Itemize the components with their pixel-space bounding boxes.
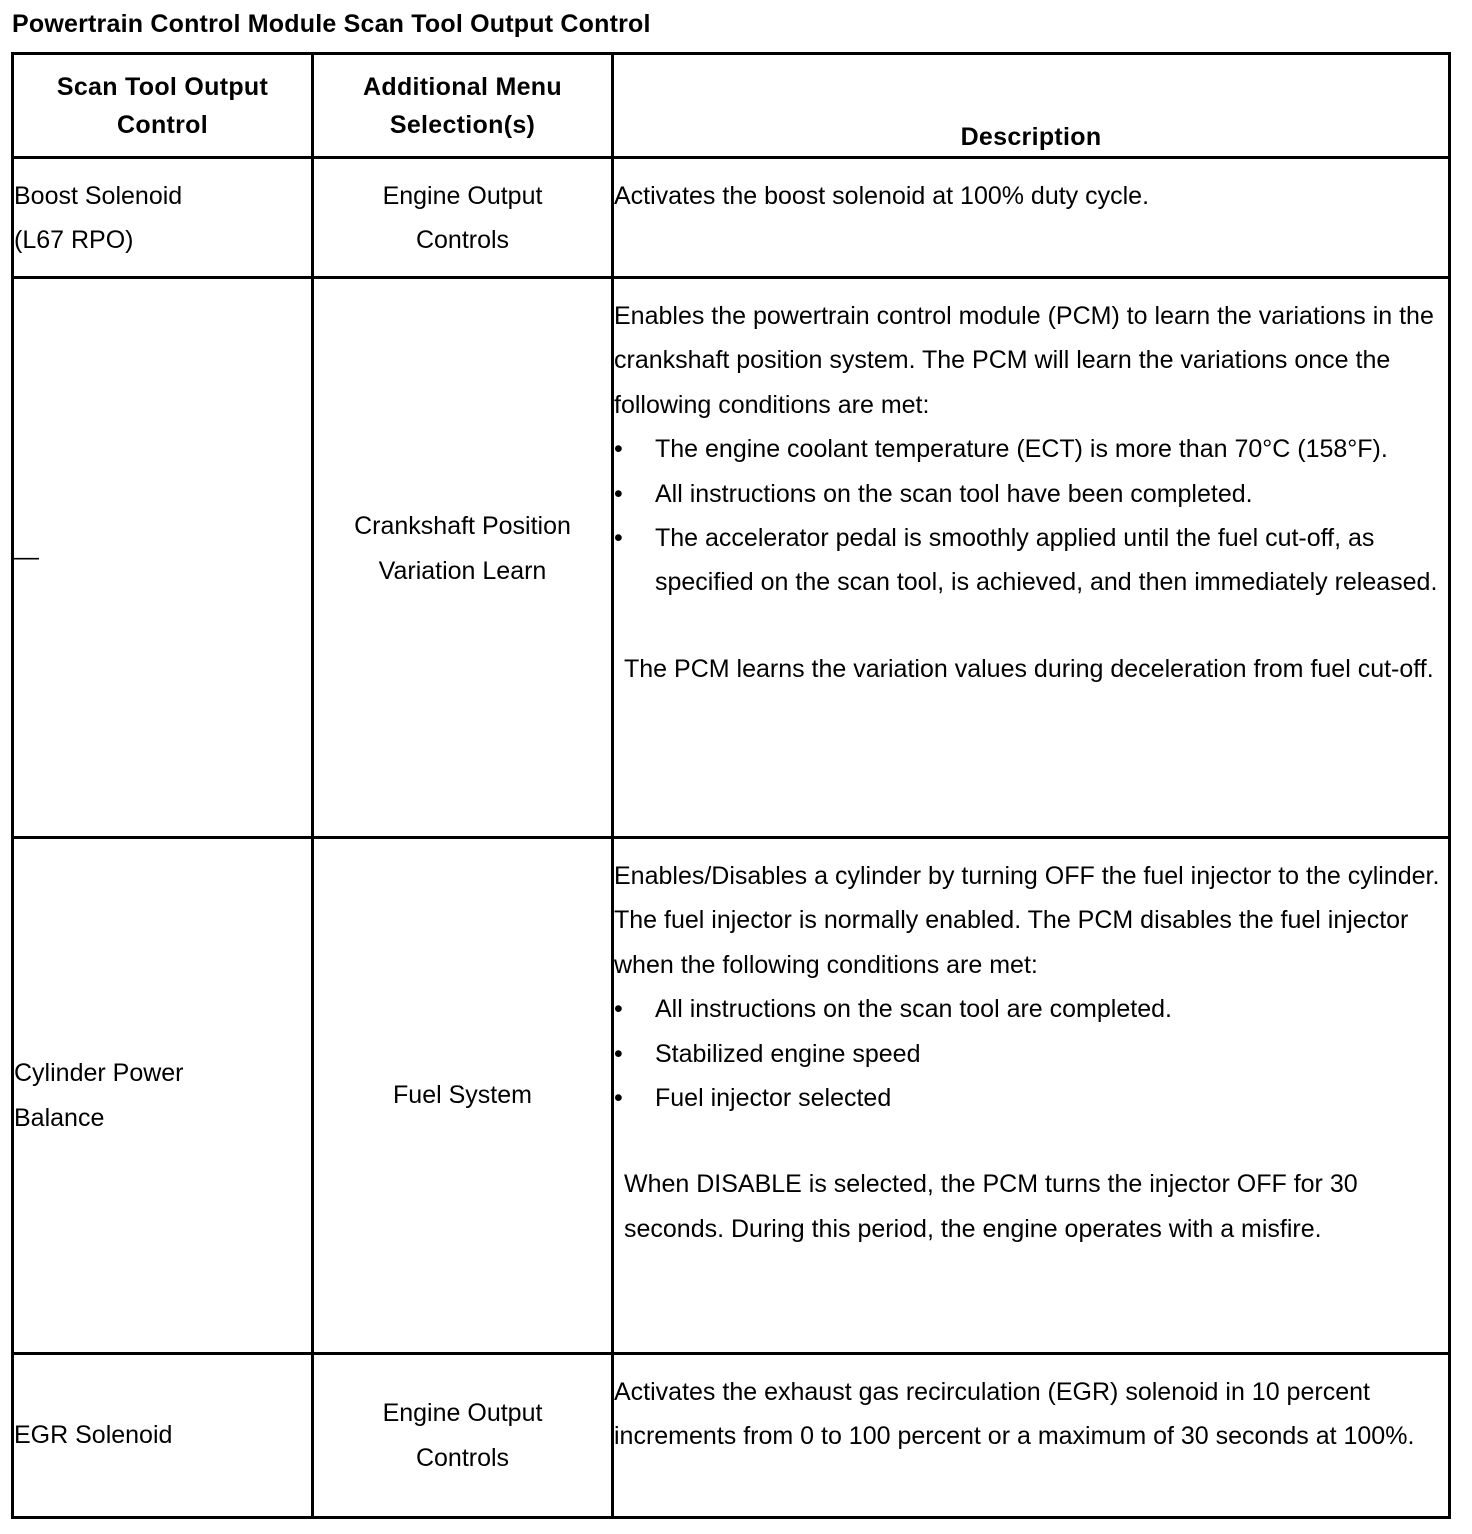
bullet-text: All instructions on the scan tool have been completed.: [655, 479, 1253, 508]
menu-line: Engine Output: [382, 182, 543, 210]
bullet-icon: •: [614, 524, 623, 553]
bullet-item: [614, 472, 1448, 516]
output-cell: [13, 1354, 313, 1518]
header-description: Description: [613, 54, 1450, 158]
table-row: [13, 278, 1450, 838]
header-line: Scan Tool Output: [56, 72, 269, 101]
output-cell: [13, 158, 313, 278]
bullet-icon: •: [614, 435, 623, 464]
bullet-text: Stabilized engine speed: [655, 1039, 921, 1068]
bullet-icon: •: [614, 479, 623, 508]
output-line: —: [14, 543, 39, 572]
output-line: Balance: [14, 1103, 105, 1132]
bullet-item: [614, 1076, 1448, 1120]
bullet-item: [614, 987, 1448, 1031]
header-line: Control: [117, 110, 208, 139]
description-note: When DISABLE is selected, the PCM turns the injector OFF for 30 seconds. During this period, the engine operates with a misfire.: [624, 1170, 1358, 1243]
menu-cell: [313, 158, 613, 278]
table-row: [13, 158, 1450, 278]
description-text: Activates the exhaust gas recirculation (EGR) solenoid in 10 percent increments from 0 to 100 percent or a maximum of 30 seconds at 100%.: [614, 1378, 1415, 1451]
menu-line: Controls: [415, 1443, 510, 1472]
header-line: Additional Menu: [363, 72, 562, 101]
menu-cell: [313, 278, 613, 838]
description-cell: [613, 278, 1450, 838]
bullet-icon: •: [614, 1084, 623, 1113]
header-menu-selection: [313, 54, 613, 158]
output-line: Boost Solenoid: [14, 182, 183, 210]
bullet-icon: •: [614, 995, 623, 1024]
bullet-text: The engine coolant temperature (ECT) is more than 70°C (158°F).: [655, 435, 1388, 464]
description-note: The PCM learns the variation values during deceleration from fuel cut-off.: [624, 654, 1434, 683]
bullet-text: Fuel injector selected: [655, 1084, 892, 1113]
output-cell: [13, 838, 313, 1354]
description-cell: [613, 838, 1450, 1354]
menu-cell: [313, 838, 613, 1354]
bullet-item: [614, 1032, 1448, 1076]
table-title: Powertrain Control Module Scan Tool Output Control: [12, 10, 651, 38]
output-cell: [13, 278, 313, 838]
header-line: Selection(s): [389, 110, 536, 139]
description-text: Enables the powertrain control module (PCM) to learn the variations in the crankshaft position system. The PCM will learn the variations once the following conditions are met:: [614, 302, 1434, 419]
bullet-item: [614, 516, 1448, 605]
output-control-table: [11, 52, 1451, 1519]
menu-line: Crankshaft Position: [354, 512, 571, 541]
menu-line: Fuel System: [393, 1081, 532, 1110]
output-line: (L67 RPO): [14, 226, 134, 255]
output-line: EGR Solenoid: [14, 1421, 173, 1450]
menu-line: Controls: [415, 226, 510, 255]
table-row: [13, 838, 1450, 1354]
description-text: Enables/Disables a cylinder by turning OFF the fuel injector to the cylinder. The fuel injector is normally enabled. The PCM disables the fuel injector when the following conditions are met:: [614, 862, 1440, 979]
header-row: [13, 54, 1450, 158]
description-cell: [613, 158, 1450, 278]
bullet-text: The accelerator pedal is smoothly applied until the fuel cut-off, as specified on the scan tool, is achieved, and then immediately released.: [655, 524, 1438, 597]
header-output-control: [13, 54, 313, 158]
menu-line: Engine Output: [382, 1399, 543, 1428]
bullet-item: [614, 427, 1448, 471]
menu-line: Variation Learn: [378, 556, 547, 585]
description-cell: [613, 1354, 1450, 1518]
description-text: Activates the boost solenoid at 100% duty cycle.: [614, 182, 1150, 210]
menu-cell: [313, 1354, 613, 1518]
bullet-text: All instructions on the scan tool are completed.: [655, 995, 1172, 1024]
table-row: [13, 1354, 1450, 1518]
output-line: Cylinder Power: [14, 1059, 184, 1088]
bullet-icon: •: [614, 1039, 623, 1068]
